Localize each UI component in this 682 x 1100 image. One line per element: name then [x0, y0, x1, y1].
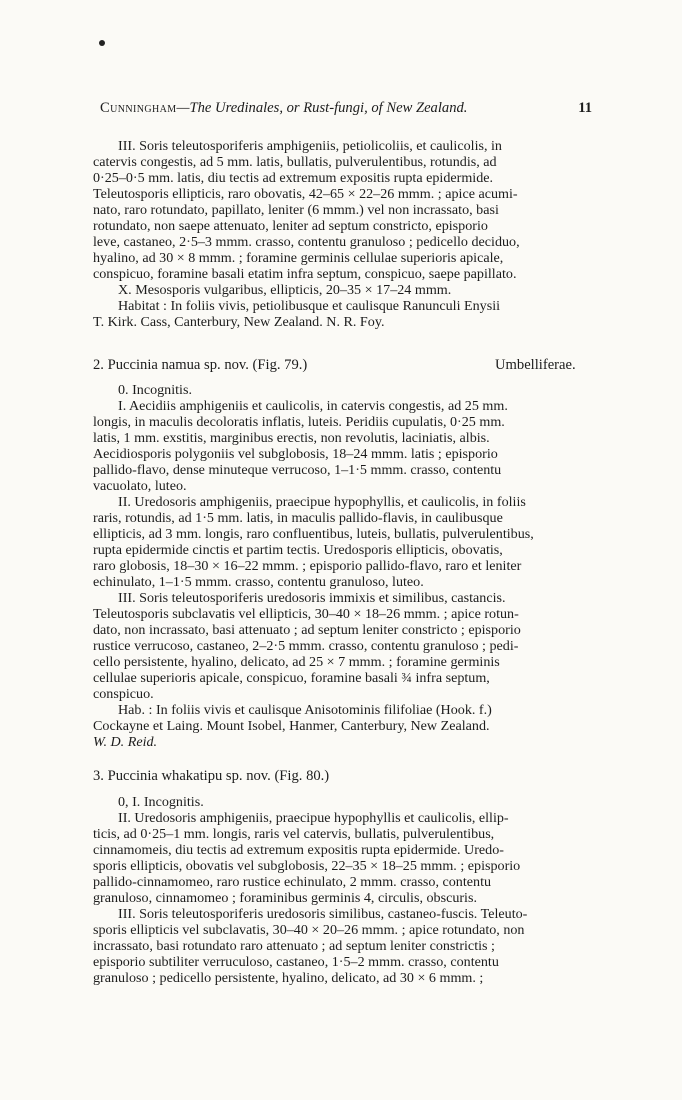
text-line: X. Mesosporis vulgaribus, ellipticis, 20–35 × 17–24 mmm.	[118, 282, 452, 298]
text-line: III. Soris teleutosporiferis uredosoris immixis et similibus, castancis.	[118, 590, 506, 606]
text-line: II. Uredosoris amphigeniis, praecipue hypophyllis, et caulicolis, in foliis	[118, 494, 526, 510]
species2-family: Umbelliferae.	[495, 357, 576, 373]
text-line: episporio subtiliter verruculoso, castaneo, 1·5–2 mmm. crasso, contentu	[93, 954, 499, 970]
text-line: longis, in maculis decoloratis inflatis, luteis. Peridiis cupulatis, 0·25 mm.	[93, 414, 505, 430]
text-line: cinnamomeis, diu tectis ad extremum expositis rupta epidermide. Uredo-	[93, 842, 504, 858]
text-line: vacuolato, luteo.	[93, 478, 187, 494]
text-line: Teleutosporis subclavatis vel ellipticis, 30–40 × 18–26 mmm. ; apice rotun-	[93, 606, 519, 622]
text-line: hyalino, ad 30 × 8 mmm. ; foramine germinis cellulae superioris apicale,	[93, 250, 504, 266]
running-header	[100, 100, 592, 117]
text-line: raris, rotundis, ad 1·5 mm. latis, in maculis pallido-flavis, in caulibusque	[93, 510, 503, 526]
page-number: 11	[578, 100, 592, 116]
text-line: conspicuo, foramine basali etatim infra septum, conspicuo, saepe papillato.	[93, 266, 517, 282]
margin-dot	[99, 40, 105, 46]
text-line: I. Aecidiis amphigeniis et caulicolis, in catervis congestis, ad 25 mm.	[118, 398, 508, 414]
text-line: T. Kirk. Cass, Canterbury, New Zealand. N. R. Foy.	[93, 314, 385, 330]
text-line: catervis congestis, ad 5 mm. latis, bullatis, pulverulentibus, rotundis, ad	[93, 154, 497, 170]
text-line: granuloso ; pedicello persistente, hyalino, delicato, ad 30 × 6 mmm. ;	[93, 970, 484, 986]
text-line: nato, raro rotundato, papillato, leniter (6 mmm.) vel non incrassato, basi	[93, 202, 499, 218]
species3-title: 3. Puccinia whakatipu sp. nov. (Fig. 80.)	[93, 768, 330, 784]
text-line: sporis ellipticis, obovatis vel subglobosis, 22–35 × 18–25 mmm. ; episporio	[93, 858, 521, 874]
text-line: leve, castaneo, 2·5–3 mmm. crasso, contentu granuloso ; pedicello deciduo,	[93, 234, 520, 250]
text-line: granuloso, cinnamomeo ; foraminibus germinis 4, circulis, obscuris.	[93, 890, 477, 906]
text-line: Teleutosporis ellipticis, raro obovatis, 42–65 × 22–26 mmm. ; apice acumi-	[93, 186, 518, 202]
text-line: 0, I. Incognitis.	[118, 794, 204, 810]
text-line: ticis, ad 0·25–1 mm. longis, raris vel catervis, bullatis, pulverulentibus,	[93, 826, 495, 842]
text-line: 0. Incognitis.	[118, 382, 192, 398]
text-line: sporis ellipticis vel subclavatis, 30–40 × 20–26 mmm. ; apice rotundato, non	[93, 922, 525, 938]
text-line: III. Soris teleutosporiferis uredosoris similibus, castaneo-fuscis. Teleuto-	[118, 906, 528, 922]
text-line: III. Soris teleutosporiferis amphigeniis, petiolicoliis, et caulicolis, in	[118, 138, 502, 154]
species2-title: 2. Puccinia namua sp. nov. (Fig. 79.)	[93, 357, 308, 373]
text-line: cellulae superioris apicale, conspicuo, foramine basali ¾ infra septum,	[93, 670, 490, 686]
text-line: II. Uredosoris amphigeniis, praecipue hypophyllis et caulicolis, ellip-	[118, 810, 509, 826]
text-line: Aecidiosporis polygoniis vel subglobosis, 18–24 mmm. latis ; episporio	[93, 446, 498, 462]
text-line: W. D. Reid.	[93, 734, 158, 750]
text-line: cello persistente, hyalino, delicato, ad 25 × 7 mmm. ; foramine germinis	[93, 654, 500, 670]
text-line: conspicuo.	[93, 686, 154, 702]
header-author: Cunningham	[100, 100, 177, 116]
text-line: Cockayne et Laing. Mount Isobel, Hanmer, Canterbury, New Zealand.	[93, 718, 490, 734]
header-title: —The Uredinales, or Rust-fungi, of New Zealand.	[176, 100, 468, 116]
text-line: 0·25–0·5 mm. latis, diu tectis ad extremum expositis rupta epidermide.	[93, 170, 494, 186]
text-line: pallido-cinnamomeo, raro rustice echinulato, 2 mmm. crasso, contentu	[93, 874, 492, 890]
text-line: echinulato, 1–1·5 mmm. crasso, contentu granuloso, luteo.	[93, 574, 424, 590]
text-line: ellipticis, ad 3 mm. longis, raro confluentibus, luteis, bullatis, pulverulentibus,	[93, 526, 534, 542]
text-line: Habitat : In foliis vivis, petiolibusque et caulisque Ranunculi Enysii	[118, 298, 501, 314]
text-line: rotundato, non saepe attenuato, leniter ad septum constricto, episporio	[93, 218, 488, 234]
text-line: incrassato, basi rotundato raro attenuato ; ad septum leniter constrictis ;	[93, 938, 495, 954]
text-line: dato, non incrassato, basi attenuato ; ad septum leniter constricto ; episporio	[93, 622, 521, 638]
text-line: raro globosis, 18–30 × 16–22 mmm. ; episporio pallido-flavo, raro et leniter	[93, 558, 522, 574]
text-line: latis, 1 mm. exstitis, marginibus erectis, non revolutis, laciniatis, albis.	[93, 430, 490, 446]
text-line: pallido-flavo, dense minuteque verrucoso, 1–1·5 mmm. crasso, contentu	[93, 462, 502, 478]
text-line: rupta epidermide cinctis et partim tectis. Uredosporis ellipticis, obovatis,	[93, 542, 503, 558]
text-line: rustice verrucoso, castaneo, 2–2·5 mmm. crasso, contentu granuloso ; pedi-	[93, 638, 519, 654]
text-line: Hab. : In foliis vivis et caulisque Anisotominis filifoliae (Hook. f.)	[118, 702, 492, 718]
